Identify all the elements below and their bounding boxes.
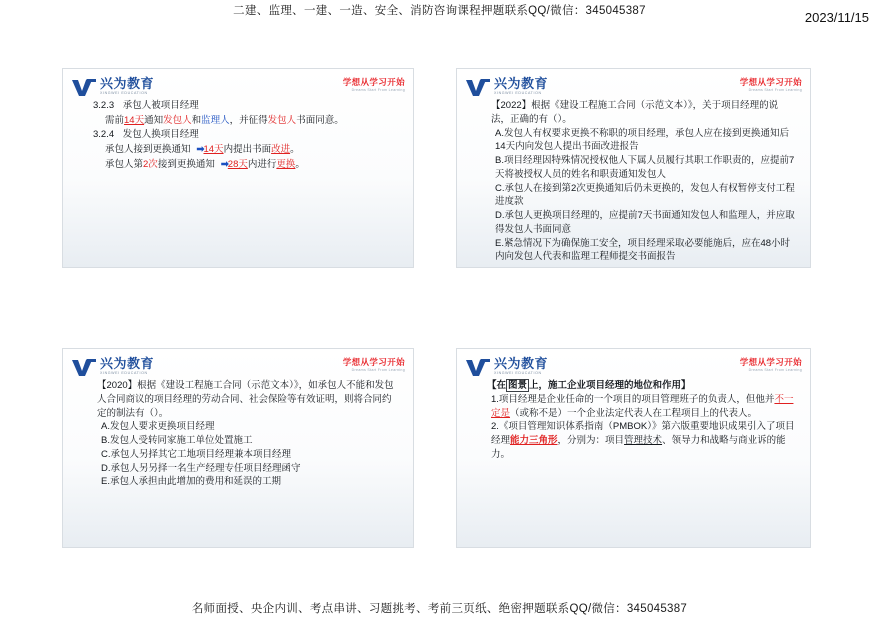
brand-tagline-en: Dreams Start From Learning (748, 367, 802, 372)
slide-2-option-d: D.承包人更换项目经理的，应提前7天书面通知发包人和监理人，并应取得发包人书面同意 (495, 210, 795, 235)
slide-2-question: 【2022】根据《建设工程施工合同（示范文本）》，关于项目经理的说法，正确的有（）。 (491, 100, 779, 125)
slide-3-option-b: B.发包人受转同家施工单位处置施工 (101, 435, 253, 447)
logo-mark-icon (71, 358, 97, 377)
brand-tagline (343, 78, 405, 92)
brand-tagline-cn: 学想从学习开始 (342, 77, 405, 87)
slide-1[interactable] (62, 68, 414, 268)
slide-1-body (63, 99, 413, 173)
top-banner-text: 二建、监理、一建、一造、安全、消防咨询课程押题联系QQ/微信：345045387 (233, 5, 646, 17)
slide-2-body (457, 99, 810, 264)
slide-3-option-a: A.发包人要求更换项目经理 (101, 421, 215, 433)
slide-4-point-1: 1.项目经理是企业任命的一个项目的项目管理班子的负责人，但他并不一定是（或称不是）一个企业法定代表人在工程项目上的代表人。 (491, 393, 794, 419)
slide-3-option-e: E.承包人承担由此增加的费用和延误的工期 (101, 476, 281, 488)
slide-1-line-3 (79, 128, 399, 143)
slide-3-option-c: C.承包人另择其它工地项目经理兼本项目经理 (101, 448, 292, 460)
slide-1-line-2: 需前14天通知发包人和监理人，并征得发包人书面同意。 (105, 114, 344, 126)
bottom-banner-text: 名师面授、央企内训、考点串讲、习题挑考、考前三页纸、绝密押题联系QQ/微信：345045387 (191, 603, 688, 615)
slide-4-point-2: 2.《项目管理知识体系指南（PMBOK）》第六版重要地识成果引入了项目经理能力三角形，分别为：项目管理技术、领导力和战略与商业诉的能力。 (491, 421, 795, 460)
slide-4[interactable] (456, 348, 811, 548)
slide-2-option-c: C.承包人在接到第2次更换通知后仍未更换的，发包人有权暂停支付工程进度款 (495, 182, 795, 208)
brand-tagline-en: Dreams Start From Learning (351, 367, 405, 372)
slide-1-line-5: 承包人第2次接到更换通知 ➡28天内进行更换。 (105, 158, 305, 170)
slide-3-option-d: D.承包人另另择一名生产经理专任项目经理函守 (101, 462, 301, 474)
slide-2-option-a: A.发包人有权要求更换不称职的项目经理，承包人应在接到更换通知后14天内向发包人提出书面改进报告 (495, 127, 789, 153)
date-stamp: 2023/11/15 (804, 10, 869, 25)
brand-tagline-cn: 学想从学习开始 (739, 357, 802, 367)
slide-2-option-e: E.紧急情况下为确保施工安全，项目经理采取必要能施后，应在48小时内向发包人代表和监理工程师提交书面报告 (495, 237, 791, 263)
brand-name-en: XINGWEI EDUCATION (100, 91, 148, 95)
brand-logo (465, 77, 548, 97)
slide-1-line-4: 承包人接到更换通知 ➡14天内提出书面改进。 (105, 144, 300, 156)
logo-mark-icon (71, 78, 97, 97)
slide-3[interactable] (62, 348, 414, 548)
logo-mark-icon (465, 358, 491, 377)
brand-tagline-cn: 学想从学习开始 (739, 77, 802, 87)
slide-1-heading-2: 发包人换项目经理 (122, 129, 199, 141)
brand-tagline-en: Dreams Start From Learning (748, 87, 802, 92)
brand-logo (465, 357, 548, 377)
slide-1-heading-1: 承包人被项目经理 (122, 100, 199, 111)
slide-3-body (63, 379, 413, 489)
slide-1-line-1 (79, 99, 399, 114)
brand-name-cn: 兴为教育 (494, 76, 549, 91)
brand-name-en: XINGWEI EDUCATION (494, 91, 542, 95)
slide-4-body (457, 379, 810, 462)
slide-2[interactable] (456, 68, 811, 268)
brand-name-cn: 兴为教育 (100, 76, 155, 91)
brand-tagline-cn: 学想从学习开始 (342, 357, 405, 367)
brand-tagline (740, 358, 802, 372)
slide-3-question: 【2020】根据《建设工程施工合同（示范文本）》，如承包人不能和发包人合同商议的项目经理的劳动合同、社会保险等有效证明，则将合同约定的制法有（）。 (97, 380, 394, 419)
slide-2-option-b: B.项目经理因特殊情况授权他人下属人员履行其职工作职责的，应提前7天将被授权人员的姓名和职责通知发包人 (495, 155, 795, 180)
slide-1-num-1: 3.2.3 (93, 100, 115, 111)
logo-mark-icon (465, 78, 491, 97)
brand-logo (71, 357, 154, 377)
brand-name-en: XINGWEI EDUCATION (100, 371, 148, 375)
brand-name-cn: 兴为教育 (100, 356, 155, 371)
brand-tagline-en: Dreams Start From Learning (351, 87, 405, 92)
brand-tagline (740, 78, 802, 92)
slide-4-heading: 【在 图景 上，施工企业项目经理的地位和作用】 (487, 380, 691, 391)
brand-logo (71, 77, 154, 97)
brand-name-en: XINGWEI EDUCATION (494, 371, 542, 375)
brand-tagline (343, 358, 405, 372)
brand-name-cn: 兴为教育 (494, 356, 549, 371)
slide-1-num-2: 3.2.4 (93, 129, 115, 141)
